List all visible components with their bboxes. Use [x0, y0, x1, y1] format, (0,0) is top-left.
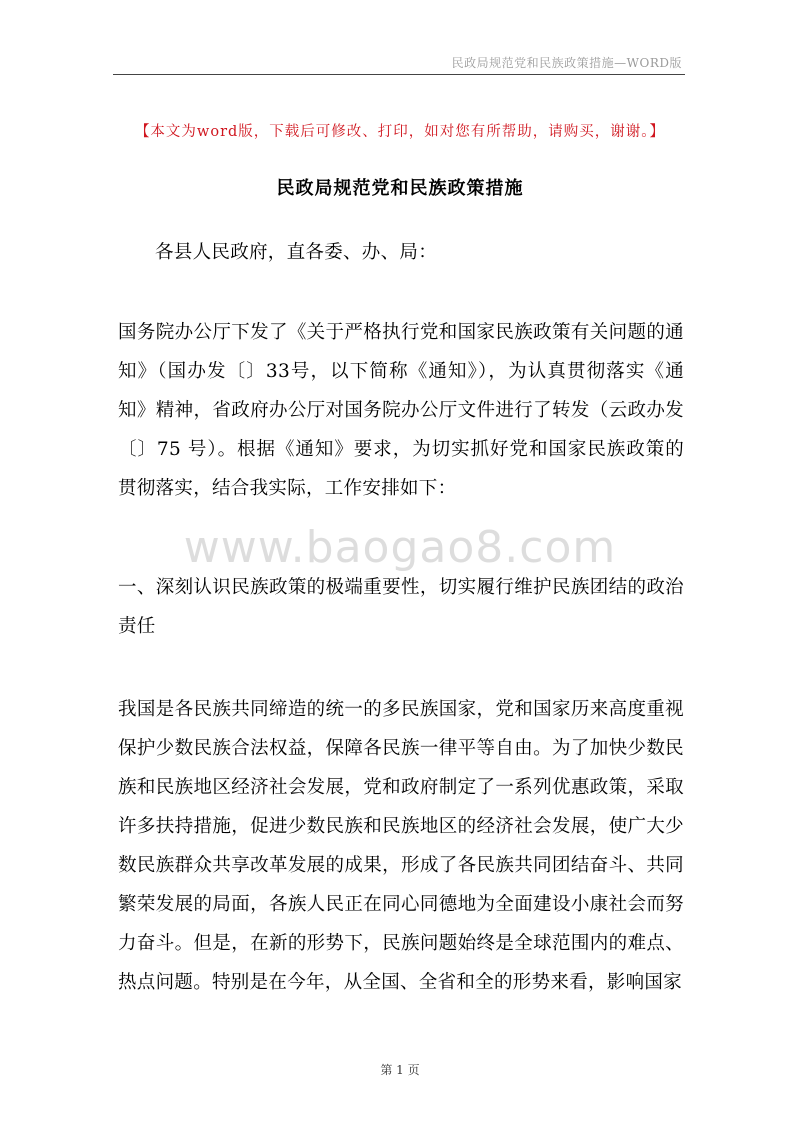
- download-notice: 【本文为word版，下载后可修改、打印，如对您有所帮助，请购买，谢谢。】: [134, 124, 666, 140]
- running-header: 民政局规范党和民族政策措施—WORD版: [451, 56, 682, 70]
- header-rule: [113, 74, 685, 75]
- body-paragraph-2: 我国是各民族共同缔造的统一的多民族国家，党和国家历来高度重视保护少数民族合法权益，保障各民族一律平等自由。为了加快少数民族和民族地区经济社会发展，党和政府制定了一系列优惠政策，采取许多扶持措施，促进少数民族和民族地区的经济社会发展，使广大少数民族群众共享改革发展的成果，形成了各民族共同团结奋斗、共同繁荣发展的局面，各族人民正在同心同德地为全面建设小康社会而努力奋斗。但是，在新的形势下，民族问题始终是全球范围内的难点、热点问题。特别是在今年，从全国、全省和全的形势来看，影响国家: [118, 699, 684, 993]
- salutation: 各县人民政府，直各委、办、局：: [155, 242, 438, 263]
- watermark: www.baogao8.com: [183, 522, 617, 573]
- section-heading-1: 一、深刻认识民族政策的极端重要性，切实履行维护民族团结的政治责任: [118, 577, 684, 637]
- page-number: 第 1 页: [380, 1063, 420, 1077]
- document-title: 民政局规范党和民族政策措施: [276, 178, 524, 199]
- body-paragraph-1: 国务院办公厅下发了《关于严格执行党和国家民族政策有关问题的通知》（国办发〔〕33号，以下简称《通知》），为认真贯彻落实《通知》精神，省政府办公厅对国务院办公厅文件进行了转发（云政办发〔〕75 号）。根据《通知》要求，为切实抓好党和国家民族政策的贯彻落实，结合我实际，工作安排如下：: [118, 322, 684, 499]
